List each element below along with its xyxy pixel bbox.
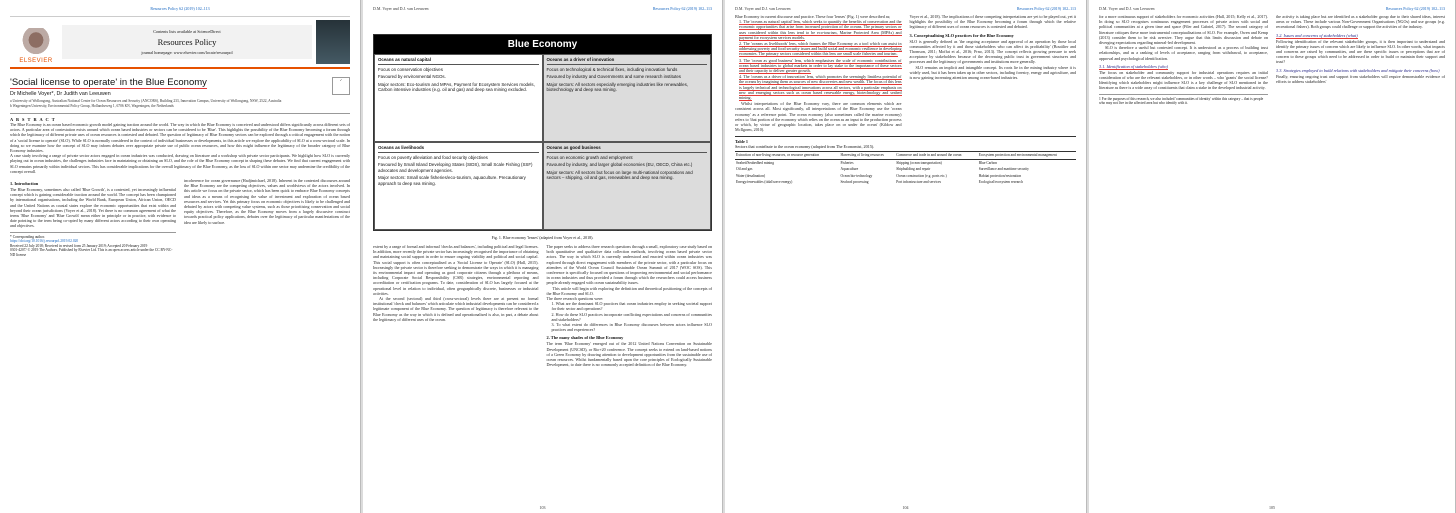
introduction-text: The Blue Economy, sometimes also called 'Blue Growth', is a contested, yet increasingly influential concept which is gaining considerable traction around the world. The concept has been championed by international organisations, including the World Bank, European Union, African Union, OECD and the United Nations as coastal states explore the economic opportunities that exist within and beyond their ocean jurisdictions (Voyer et al., 2018). Yet there is no common agreement of what the terms 'Blue Economy' and 'Blue Growth' mean either in principle or in practice, with evidence to date pointing to the term being co-opted by many different actors according to their own operating and objectives. (10, 187, 176, 229)
lens-description-text: 1. The 'oceans as natural capital' lens, which seeks to quantify the benefits of conservation and the economic opportunities that arise from increased protection of the oceans. The primary sectors or uses considered within this lens tend to be eco-tourism, Marine Protected Area (MPAs) and payment for ecosystem services models. (739, 19, 902, 40)
shades-text: The term 'Blue Economy' emerged out of the 2012 United Nations Convention on Sustainable Development (UNCSD), or Rio+20 conference. The concept seeks to extend on land-based notions of a Green Economy by drawing attention to development opportunities from the sustainable use of ocean resources. Whilst fundamentally based upon the core principles of Ecologically Sustainable Development, to date there is no commonly accepted definition of the Blue Economy. (546, 341, 712, 368)
page2-text-col1b: At the second (sectoral) and third (cross-sectoral) levels there are at present no formal institutional 'check and balances' which articulate which industrial developments can be considered a legitimate component of the Blue Economy. The question of legitimacy is therefore relevant to the Blue Economy as the way in which it is defined and operationalised is also, in part, a debate about the legitimacy of different uses of the ocean. (373, 296, 539, 322)
journal-name: Resources Policy (157, 37, 217, 47)
table-cell: Surveillance and maritime security (978, 167, 1029, 172)
doi-link[interactable]: https://doi.org/10.1016/j.resourpol.2019.02.020 (10, 239, 79, 244)
lens-cell-heading: Oceans as good business (547, 145, 708, 153)
running-head: D.M. Voyer and D.J. van Leeuwen Resources Policy 62 (2019) 102–113 (735, 6, 1076, 11)
research-question: 1. What are the dominant SLO practices that ocean industries employ in seeking societal support for their sector and operations? (551, 301, 712, 312)
table-header-cell: Commerce and trade in and around the ocean (895, 152, 977, 159)
research-questions-list (547, 301, 713, 332)
table-cell: Ecological/ecosystem research (978, 180, 1023, 185)
affiliation-b: b Wageningen University, Environmental Policy Group, Hollandseweg 1, 6706 KN, Wageningen, the Netherlands (10, 103, 174, 108)
lens-cell-line: Focus on economic growth and employment (546, 154, 633, 160)
article-authors: Dr Michelle Voyer*, Dr Judith van Leeuwen (10, 91, 111, 97)
lenses-intro: Blue Economy in current discourse and practice. These four 'lenses' (Fig. 1) were described as; (735, 14, 891, 19)
lens-description (735, 41, 902, 57)
ocean-economy-table (735, 151, 1076, 185)
lens-description (735, 58, 902, 74)
table-cell: Shipbuilding and repair (896, 167, 931, 172)
research-questions-intro: The three research questions were: (546, 296, 604, 302)
lens-cell-heading: Oceans as livelihoods (378, 145, 539, 153)
journal-citation: Resources Policy 62 (2019) 102–113 (150, 6, 210, 11)
figure-caption: Fig. 1. Blue economy 'lenses' (adapted from Voyer et al., 2018). (491, 235, 594, 240)
section-3-1-heading: 3.1. Identification of stakeholders (who) (1099, 63, 1168, 69)
corresponding-author-note: * Corresponding author. (10, 234, 45, 239)
lens-description-text: 2. The 'oceans as livelihoods' lens, which frames the Blue Economy as a tool which can assist in addressing poverty and food security issues and build social and economic resilience in developing economies. The primary sectors considered within this lens are small scale fisheries and tourism. (739, 41, 902, 57)
shades-heading: 2. The many shades of the Blue Economy (546, 335, 624, 341)
table-cell: Fisheries (840, 160, 854, 165)
lens-cell (374, 54, 543, 142)
introduction-text-col2: incoherence for ocean governance (Hadjimichael, 2018). Inherent in the contested discourses around the Blue Economy are the competing objectives, values and worldviews of the actors involved. In this article we focus on the private sector, which has been quick to embrace Blue Economy concepts and ideas as a means of recognising the value of investment and exploration of ocean based resources and services. Yet this primary focus on economic objectives is likely to be challenged and debated by actors with competing value systems, such as those prioritising conservation and social equity objectives. Therefore, as the Blue Economy moves from a largely discursive construct towards practical policy applications, debates over the legitimacy of particular manifestations of the idea are likely to surface. (184, 178, 350, 225)
affiliation-a: a University of Wollongong, Australian National Centre for Ocean Resources and Security (ANCORS), Building 233, Innovation Campus, University of Wollongong, NSW, 2522, Australia (10, 99, 282, 103)
lens-cell-line: Favoured by Small Island Developing States (SIDS), Small Scale Fishing (SSF) advocates and development agencies. (378, 162, 533, 173)
footnote: 1 For the purposes of this research, we also included 'communities of identity' within this category – that is people who may not live in the affected area but who identify with it. (1099, 94, 1268, 106)
lens-cell (374, 142, 543, 230)
article-title: 'Social license to operate' in the Blue Economy (10, 77, 207, 88)
lens-cell-line: Focus on technological & technical fixes, including innovation funds (546, 66, 678, 72)
lens-cell-line: Favoured by environmental NGOs. (378, 74, 446, 80)
introduction-heading: 1. Introduction (10, 181, 39, 187)
contents-line: Contents lists available at ScienceDirect (153, 29, 221, 34)
lens-cell-line: Major sectors: All sectors but focus on large multi-national corporations and sectors – shipping, oil and gas, renewables and deep sea mining. (546, 169, 693, 181)
table-header-cell: Harvesting of living resources (840, 152, 896, 159)
lens-cell-line: Favoured by industry, and larger global economies (EU, OECD, China etc.) (546, 162, 693, 168)
lens-cell-heading: Oceans as natural capital (378, 57, 539, 65)
check-for-updates-badge[interactable]: ✓ (332, 77, 350, 95)
abstract-heading: A B S T R A C T (10, 113, 350, 122)
lens-cell (543, 54, 712, 142)
page-4 (1089, 0, 1456, 513)
table-cell: Aquaculture (840, 167, 859, 172)
table-cell: Seabed/Seabedbed mining (736, 160, 775, 165)
table-cell: Habitat protection/restoration (978, 173, 1022, 178)
lens-cell-line: Major sectors: Eco-tourism and MPAs, Payment for Ecosystem Services models, Carbon intensive industries (e.g. oil and gas) and deep sea mining excluded. (378, 81, 535, 93)
page-2 (363, 0, 723, 513)
lens-description (735, 19, 902, 40)
page3-text-col2: Voyer et al., 2018). The implications of these competing interpretations are yet to be played out, yet it highlights the possibility of the Blue Economy becoming a forum through which the relative legitimacy of different uses of ocean resources is contested and debated. (909, 14, 1076, 30)
page-number: 105 (1269, 505, 1275, 510)
running-head: D.M. Voyer and D.J. van Leeuwen Resources Policy 62 (2019) 102–113 (1099, 6, 1445, 11)
page-number: 103 (539, 505, 546, 510)
table-cell: Blue Carbon (978, 160, 997, 165)
lens-description-text: 4. The 'oceans as a driver of innovation' lens, which promotes the seemingly limitless potential of the oceans by imagining them as sources of new discoveries and new wealth. The focus of this lens is largely technical and technological innovations across all sectors, with a particular emphasis on new and emerging sectors such as ocean based renewable energy, biotechnology and seabed mining. (739, 74, 902, 101)
table-header-cell: Extraction of non-living resources, or resource generation (735, 152, 840, 159)
page2-text-col2b: This article will begin with exploring the definition and theoretical positioning of the concepts of the Blue Economy and SLO. (546, 285, 712, 296)
table-caption: Table 1 Sectors that contribute to the ocean economy (adapted from The Economist, 2015). (735, 136, 1076, 149)
page4-text-col2: the activity is taking place but are identified as a stakeholder group due to their shared ideas, interest areas or values. These include various Non-Government Organisations (NGOs) and use groups (e.g. recreational fishers). Both groups could challenge or support the activities of the industry. (1276, 14, 1445, 30)
table-cell: Ocean bio-technology (840, 173, 873, 178)
lens-cell-line: Focus on poverty alleviation and food security objectives (378, 154, 488, 160)
section-3-2-heading: 3.2. Issues and concerns of stakeholders (what) (1276, 32, 1358, 38)
section-3-3-text: Finally, ensuring ongoing trust and support from stakeholders will require demonstrable evidence of efforts to address stakeholders' (1276, 73, 1445, 84)
table-cell: Ocean construction (e.g. ports etc.) (896, 173, 947, 178)
journal-homepage-link[interactable]: journal homepage: www.elsevier.com/locate/resourpol (141, 50, 233, 55)
figure-title: Blue Economy (374, 35, 711, 54)
lens-cell-line: Major sectors: All sectors especially emerging industries like renewables, biotechnology and deep sea mining. (546, 81, 689, 93)
lens-grid (374, 54, 711, 230)
license-line: 0301-4207/ © 2019 The Authors. Published by Elsevier Ltd. This is an open access article under the CC BY-NC-ND license (10, 248, 173, 257)
slo-heading: 3. Conceptualising SLO practices for the Blue Economy (909, 32, 1014, 38)
page-1 (0, 0, 361, 513)
lens-description (735, 74, 902, 100)
elsevier-tree-icon (19, 28, 53, 58)
table-cell: Port infrastructure and services (896, 180, 942, 185)
page-number: 104 (902, 505, 909, 510)
lens-cell-heading: Oceans as a driver of innovation (547, 57, 708, 65)
page-3 (725, 0, 1087, 513)
lens-description-text: 3. The 'ocean as good business' lens, which emphasises the scale of economic contributions of ocean based industries to global markets in order to lay stake to the importance of these sectors and their capacity to deliver greater growth. (739, 57, 902, 74)
research-question: 3. To what extent do differences in Blue Economy discourses between actors influence SLO practices and experiences? (551, 322, 712, 333)
page4-text-col1b: SLO is therefore a useful but contested concept. It is understood as a process of building trust relationships, and as a ranking of levels of acceptance, ranging from withdrawal, to acceptance, approval and psychological identification. (1099, 45, 1268, 61)
abstract-text-2: A case study involving a range of private sector actors engaged in ocean industries was conducted, drawing on literature and a workshop with private sector participants. We highlight how SLO is currently playing out in ocean industries, the challenges industries face in maintaining or obtaining an SLO, and the role of the Blue Economy concept in shaping these debates. We find that current engagement with SLO remains primarily within individual sectors. This has considerable implications for the overall legitimacy of the Blue Economy, as the loss of SLO within one sector may undermine the credibility of the concept overall. (10, 153, 350, 174)
journal-masthead (10, 16, 350, 69)
journal-cover-image (316, 20, 350, 64)
running-head: D.M. Voyer and D.J. van Leeuwen Resources Policy 62 (2019) 102–113 (373, 6, 712, 11)
page3-text-col1: Whilst interpretations of the Blue Economy vary, there are common elements which are consistent across all. Most significantly, all interpretations of the Blue Economy use the 'ocean economy' as a reference point. The ocean economy (also sometimes called the marine economy) refers to 'that portion of the economy which relies on the ocean as an input to the production process or which, by virtue of geographic location, takes place on or under the ocean' (Kildow and McIlgorm, 2010). (735, 101, 902, 133)
table-cell: Shipping (ocean transportation) (896, 160, 942, 165)
table-row (735, 159, 1076, 166)
slo-text: SLO is generally defined as 'the ongoing acceptance and approval of an operation by those local communities affected by it and those stakeholders who can affect its profitability' (Boutilier and Thomson, 2011; Moffat et al., 2016; Prno, 2013). The concept reflects growing pressure to seek acceptance by stakeholders because of the decreasing public trust in government structures and processes and the legitimacy of governments and institutions more generally. (909, 38, 1076, 65)
blue-economy-figure (373, 34, 712, 231)
page4-text-col1: for a more continuous support of stakeholders for economic activities (Hall, 2015; Kelly et al., 2017). In doing so SLO recognises continuous engagement processes of private actors with social and political communities at a given time and space (Filer and Gabriel, 2017). The second category of literature critiques these more instrumental conceptualisations of SLO. For example, Owen and Kemp (2013) consider them to be risk aversive. They argue that this limits discussion and debate on diverging expectations regarding mineral-led development. (1099, 14, 1268, 46)
lens-cell-line: Major sectors: Small scale fisheries/eco-tourism, aquaculture. Precautionary approach to deep sea mining. (378, 175, 526, 186)
table-row (735, 179, 1076, 185)
table-header-cell: Ecosystem protection and environmental management (978, 152, 1076, 159)
journal-info (62, 25, 312, 59)
table-cell: Seafood processing (840, 180, 869, 185)
section-3-1-text: The focus on stakeholder and community support for industrial operations requires an initial consideration of who are the relevant stakeholders, or in other words – who 'grants' the social license? Identifying which stakeholders might influence SLO is a key challenge of SLO mentioned in the literature as there is a wide array of constituents that claim a stake in the developed industrial activity. (1099, 69, 1268, 91)
research-question: 2. How do these SLO practices incorporate conflicting expectations and concerns of communities and stakeholders? (551, 311, 712, 322)
elsevier-logo: ELSEVIER (10, 20, 62, 64)
received-dates: Received 22 July 2018; Received in revised form 25 January 2019; Accepted 20 February 2019 (10, 243, 148, 248)
lens-list (735, 19, 902, 100)
page2-text-col1: extent by a range of formal and informal 'checks and balances', including political and legal licenses. In addition, more recently the private sector has increasingly recognised the importance of obtaining and maintaining social support in order to ensure ongoing viability and political and social capital. This social support is often conceptualised as a 'Social License to Operate' (SLO) (Hall, 2015). Increasingly the private sector is therefore seeking to demonstrate the ways in which it is managing its environmental impact and operating as good corporate citizens through a plethora of means, including Corporate Social Responsibility (CSR) strategies, environmental reporting and accreditation or certification programs. To date, consideration of SLO has largely focused at the operational level in relation to individual, often geographically discrete, businesses or industrial activities. (373, 244, 539, 296)
section-3-2-text: Following identification of the relevant stakeholder groups, it is then important to understand and identify the primary issues of concern which are likely to influence SLO. In other words, what impacts and concerns are raised by communities, and are these specific issues or perceptions that are of concern to these groups which need to be addressed in order to build or maintain their support and trust? (1276, 38, 1445, 65)
page2-text-col2: The paper seeks to address three research questions through a small, exploratory case study based on both quantitative and qualitative data collection methods, involving ocean based private sector actors. The way in which SLO is currently understood and enacted within ocean industries was explored through direct engagement with members of the private sector, with a particular focus on attendees of the World Ocean Council Sustainable Ocean Summit of 2017 (WOC SOS). This conference is specifically focused on questions of improving environmental and social performance in ocean industries and thus provided a forum through which the researchers could access business people already engaged with ocean sustainability issues. (546, 244, 712, 286)
lens-cell-line: Focus on conservation objectives (378, 66, 443, 72)
table-cell: Oil and gas (736, 167, 753, 172)
slo-text-2: SLO remains an implicit and intangible concept. Its roots lie in the mining industry where it is widely used, but it has been taken up in other sectors, including forestry, energy and agriculture, and is now gaining increasing attention among ocean-based industries. (909, 64, 1076, 81)
lens-cell (543, 142, 712, 230)
lens-cell-line: Favoured by industry and Governments and some research institutes (546, 74, 681, 80)
section-3-3-heading: 3.3. Strategies employed to build relations with stakeholders and mitigate their concerns (how) (1276, 67, 1440, 73)
table-cell: Water (desalination) (736, 173, 766, 178)
abstract-text: The Blue Economy is an ocean based economic growth model gaining traction around the world. The way in which the Blue Economy is conceived and understood differs significantly across different sets of actors. A particular area of contestation exists around which ocean based industries or sectors can be considered to be 'Blue'. This highlights the possibility of the Blue Economy becoming a forum through which the legitimacy of different private uses of ocean resources is contested and debated. The question of legitimacy of Blue Economy sectors can be explored through a critical engagement with the notion of a 'social license to operate' (SLO). While SLO is normally considered in the context of individual businesses or developments, in this article we explore the applicability of SLO at a cross-sectoral scale. In doing so we examine how the concept of SLO may inform debates over appropriate private use of public ocean resources, and how this might influence the legitimacy of the broader category of Blue Economy industries. (10, 122, 350, 154)
table-cell: Energy/renewables (tidal/wave energy) (736, 180, 793, 185)
